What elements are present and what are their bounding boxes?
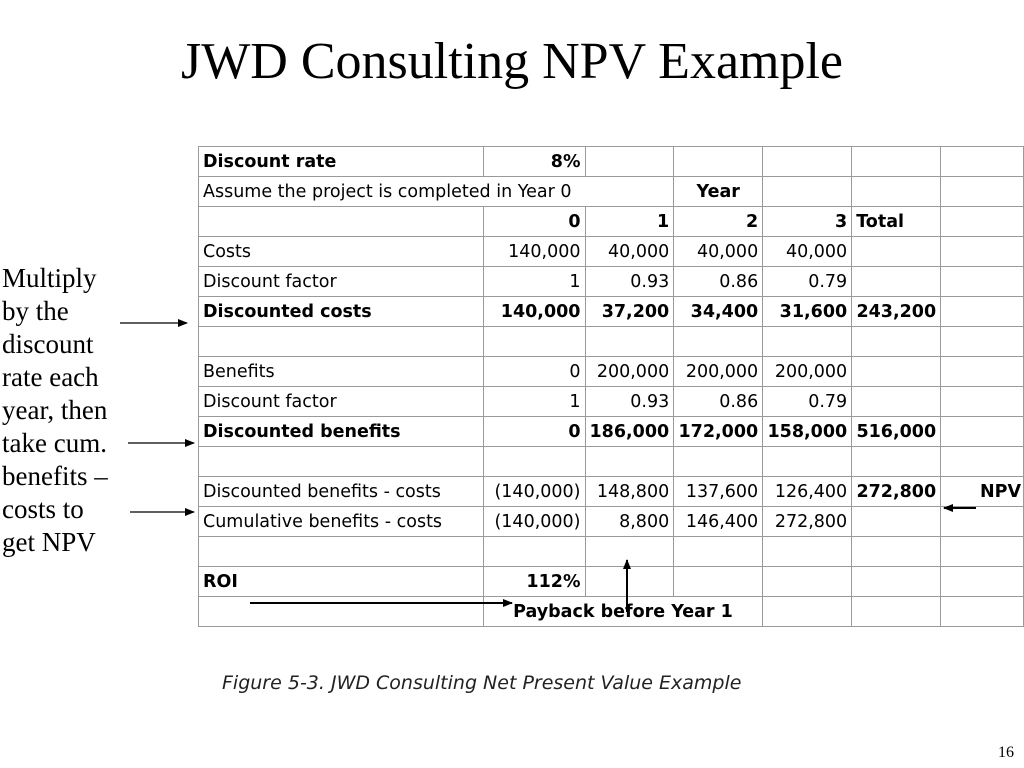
table-row	[199, 147, 1024, 177]
year-col-3: 3	[763, 207, 852, 237]
empty-cell	[585, 447, 674, 477]
empty-cell	[852, 597, 941, 627]
table-row	[199, 237, 1024, 267]
empty-cell	[585, 147, 674, 177]
empty-cell	[941, 537, 1024, 567]
npv-pointer-cell	[941, 477, 1024, 507]
cum-year-0: (140,000)	[483, 507, 585, 537]
disc-costs-year-0: 140,000	[483, 297, 585, 327]
table-row	[199, 357, 1024, 387]
empty-cell	[674, 147, 763, 177]
discount-rate-value: 8%	[483, 147, 585, 177]
side-note-line: costs to	[2, 494, 84, 524]
net-year-2: 137,600	[674, 477, 763, 507]
empty-cell	[763, 597, 852, 627]
disc-costs-total: 243,200	[852, 297, 941, 327]
costs-year-0: 140,000	[483, 237, 585, 267]
empty-cell	[941, 267, 1024, 297]
empty-cell	[941, 447, 1024, 477]
empty-cell	[199, 537, 484, 567]
side-note-line: Multiply	[2, 263, 97, 293]
empty-cell	[852, 327, 941, 357]
side-note-line: take cum.	[2, 428, 107, 458]
empty-cell	[852, 237, 941, 267]
net-year-0: (140,000)	[483, 477, 585, 507]
empty-cell	[483, 327, 585, 357]
empty-cell	[941, 177, 1024, 207]
side-note-line: year, then	[2, 395, 108, 425]
factor-year-2: 0.86	[674, 267, 763, 297]
empty-cell	[852, 537, 941, 567]
figure-caption: Figure 5-3. JWD Consulting Net Present Value Example	[222, 672, 742, 694]
empty-cell	[763, 447, 852, 477]
empty-cell	[585, 567, 674, 597]
side-note-line: rate each	[2, 362, 99, 392]
factor-year-3: 0.79	[763, 267, 852, 297]
empty-cell	[852, 357, 941, 387]
table-row	[199, 537, 1024, 567]
costs-year-1: 40,000	[585, 237, 674, 267]
side-note-line: by the	[2, 296, 69, 326]
year-col-2: 2	[674, 207, 763, 237]
empty-cell	[941, 147, 1024, 177]
table-row	[199, 387, 1024, 417]
discounted-costs-label: Discounted costs	[199, 297, 484, 327]
discount-factor-label: Discount factor	[199, 387, 484, 417]
empty-cell	[674, 447, 763, 477]
discount-factor-label: Discount factor	[199, 267, 484, 297]
empty-cell	[941, 357, 1024, 387]
empty-cell	[585, 327, 674, 357]
empty-cell	[852, 147, 941, 177]
cum-year-3: 272,800	[763, 507, 852, 537]
disc-costs-year-2: 34,400	[674, 297, 763, 327]
disc-benefits-year-0: 0	[483, 417, 585, 447]
empty-cell	[763, 327, 852, 357]
net-year-1: 148,800	[585, 477, 674, 507]
side-note-line: discount	[2, 329, 94, 359]
table-row	[199, 567, 1024, 597]
disc-costs-year-3: 31,600	[763, 297, 852, 327]
year-col-1: 1	[585, 207, 674, 237]
disc-benefits-year-2: 172,000	[674, 417, 763, 447]
empty-cell	[941, 567, 1024, 597]
empty-cell	[674, 537, 763, 567]
empty-cell	[483, 447, 585, 477]
discount-rate-label: Discount rate	[199, 147, 484, 177]
table-row	[199, 297, 1024, 327]
table-row	[199, 447, 1024, 477]
costs-year-3: 40,000	[763, 237, 852, 267]
side-note-line: benefits –	[2, 461, 108, 491]
empty-cell	[852, 177, 941, 207]
table-row	[199, 417, 1024, 447]
empty-cell	[852, 267, 941, 297]
table-row	[199, 597, 1024, 627]
cum-year-1: 8,800	[585, 507, 674, 537]
disc-costs-year-1: 37,200	[585, 297, 674, 327]
net-year-3: 126,400	[763, 477, 852, 507]
npv-table	[198, 146, 1024, 627]
empty-cell	[852, 447, 941, 477]
cumulative-label: Cumulative benefits - costs	[199, 507, 484, 537]
side-note	[2, 262, 142, 559]
page-number: 16	[998, 744, 1014, 761]
discounted-benefits-label: Discounted benefits	[199, 417, 484, 447]
empty-cell	[483, 537, 585, 567]
slide-title: JWD Consulting NPV Example	[180, 33, 844, 90]
empty-cell	[941, 207, 1024, 237]
empty-cell	[674, 327, 763, 357]
payback-label: Payback before Year 1	[483, 597, 762, 627]
factor-year-0: 1	[483, 387, 585, 417]
empty-cell	[763, 177, 852, 207]
disc-benefits-year-1: 186,000	[585, 417, 674, 447]
empty-cell	[763, 537, 852, 567]
empty-cell	[941, 417, 1024, 447]
roi-label: ROI	[199, 567, 484, 597]
npv-label: NPV	[979, 481, 1021, 502]
empty-cell	[852, 387, 941, 417]
benefits-year-0: 0	[483, 357, 585, 387]
empty-cell	[199, 327, 484, 357]
factor-year-0: 1	[483, 267, 585, 297]
empty-cell	[585, 537, 674, 567]
empty-cell	[199, 447, 484, 477]
benefits-label: Benefits	[199, 357, 484, 387]
empty-cell	[941, 237, 1024, 267]
table-row	[199, 177, 1024, 207]
table-row	[199, 327, 1024, 357]
empty-cell	[852, 507, 941, 537]
empty-cell	[199, 597, 484, 627]
total-header: Total	[852, 207, 941, 237]
empty-cell	[199, 207, 484, 237]
assume-note: Assume the project is completed in Year 0	[199, 177, 674, 207]
empty-cell	[941, 327, 1024, 357]
costs-year-2: 40,000	[674, 237, 763, 267]
side-note-line: get NPV	[2, 527, 96, 557]
factor-year-1: 0.93	[585, 387, 674, 417]
roi-value: 112%	[483, 567, 585, 597]
factor-year-3: 0.79	[763, 387, 852, 417]
table-row	[199, 267, 1024, 297]
empty-cell	[941, 387, 1024, 417]
table-row	[199, 477, 1024, 507]
npv-total: 272,800	[852, 477, 941, 507]
table-row	[199, 207, 1024, 237]
empty-cell	[852, 567, 941, 597]
net-label: Discounted benefits - costs	[199, 477, 484, 507]
year-header: Year	[674, 177, 763, 207]
empty-cell	[763, 567, 852, 597]
empty-cell	[674, 567, 763, 597]
empty-cell	[941, 297, 1024, 327]
disc-benefits-year-3: 158,000	[763, 417, 852, 447]
costs-label: Costs	[199, 237, 484, 267]
benefits-year-3: 200,000	[763, 357, 852, 387]
factor-year-1: 0.93	[585, 267, 674, 297]
benefits-year-2: 200,000	[674, 357, 763, 387]
year-col-0: 0	[483, 207, 585, 237]
empty-cell	[941, 507, 1024, 537]
empty-cell	[941, 597, 1024, 627]
benefits-year-1: 200,000	[585, 357, 674, 387]
empty-cell	[763, 147, 852, 177]
table-row	[199, 507, 1024, 537]
disc-benefits-total: 516,000	[852, 417, 941, 447]
cum-year-2: 146,400	[674, 507, 763, 537]
factor-year-2: 0.86	[674, 387, 763, 417]
